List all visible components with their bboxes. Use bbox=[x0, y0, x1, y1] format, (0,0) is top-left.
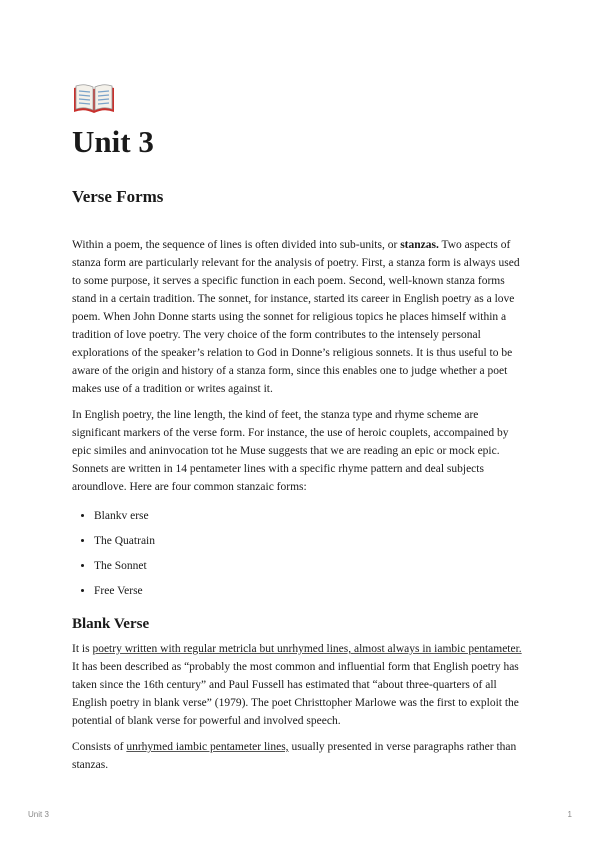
list-item: • Free Verse bbox=[94, 579, 528, 604]
blank-verse-definition-link[interactable]: poetry written with regular metricla but unrhymed lines, almost always in iambic pentameter. bbox=[92, 643, 522, 655]
section-title: Verse Forms bbox=[72, 187, 164, 206]
blank-verse-heading: Blank Verse bbox=[72, 616, 150, 632]
blank-verse-paragraph-2: Consists of unrhymed iambic pentameter lines, usually presented in verse paragraphs rather than stanzas. bbox=[72, 741, 517, 771]
intro-paragraph-2: In English poetry, the line length, the kind of feet, the stanza type and rhyme scheme are significant markers of the verse form. For instance, the use of heroic couplets, accompained by epic similes and aninvocation tot he Muse suggests that we are reading an epic or mock epic. Sonnets are written in 14 pentameter lines with a specific rhyme pattern and deal subjects aroundlove. Here are four common stanzaic forms: bbox=[72, 409, 509, 493]
page-title: Unit 3 bbox=[72, 124, 154, 159]
intro-paragraph-1: Within a poem, the sequence of lines is often divided into sub-units, or stanzas. Two aspects of stanza form are particularly relevant for the analysis of poetry. First, a stanza form is always used to some purpose, it serves a specific function in each poem. Second, well-known stanza forms stand in a certain tradition. The sonnet, for instance, started its career in English poetry as a love poem. When John Donne starts using the sonnet for religious topics he places himself within a tradition of love poetry. The very choice of the form contributes to the intensely personal explorations of the speaker’s relation to God in Donne’s religious sonnets. It is thus useful to be aware of the origin and history of a stanza form, since this enables one to judge whether a poet makes use of a tradition or writes against it. bbox=[72, 239, 520, 395]
list-item: • The Quatrain bbox=[94, 529, 528, 554]
unrhymed-pentameter-link[interactable]: unrhymed iambic pentameter lines, bbox=[126, 741, 289, 753]
stanzas-term: stanzas. bbox=[400, 239, 439, 251]
page-content bbox=[72, 82, 528, 782]
footer-unit-label: Unit 3 bbox=[28, 810, 49, 819]
stanza-forms-list bbox=[72, 504, 528, 604]
list-item: • Blankv erse bbox=[94, 504, 528, 529]
blank-verse-paragraph-1: It is poetry written with regular metricla but unrhymed lines, almost always in iambic pentameter. It has been described as “probably the most common and influential form that English poetry has taken since the 16th century” and Paul Fussell has estimated that “about three-quarters of all English poetry in blank verse” (1979). The poet Christtopher Marlowe was the first to exploit the potential of blank verse for powerful and involved speech. bbox=[72, 643, 522, 727]
list-item: • The Sonnet bbox=[94, 554, 528, 579]
open-book-icon bbox=[72, 82, 116, 116]
footer-page-number: 1 bbox=[567, 810, 572, 819]
